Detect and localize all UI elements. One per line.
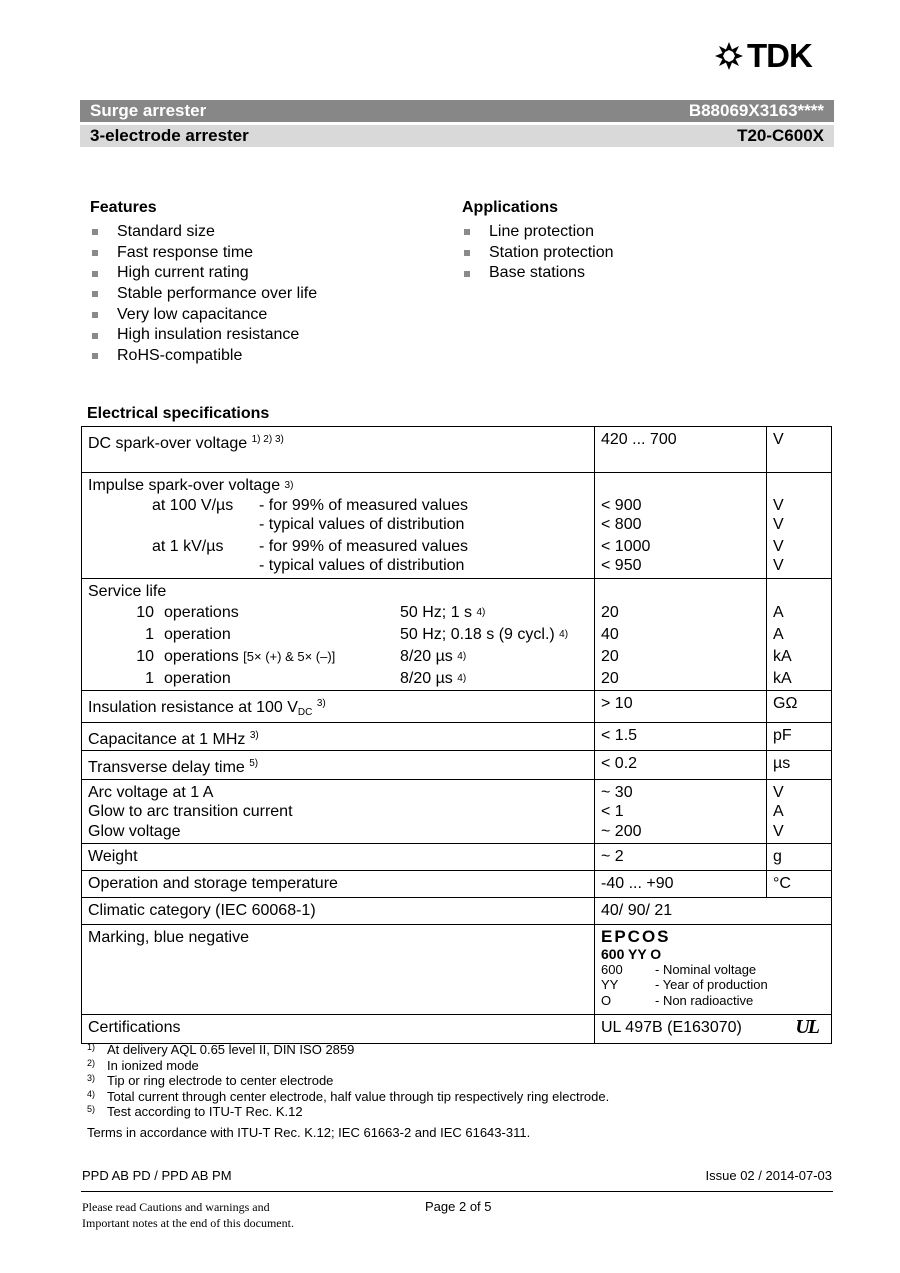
- table-row: DC spark-over voltage $^{1) 2) 3)}$ 420 ... 700 V: [82, 427, 832, 473]
- list-item: RoHS-compatible: [90, 346, 317, 367]
- list-item: Station protection: [462, 243, 614, 264]
- bullet-icon: [464, 250, 470, 256]
- tdk-emblem-icon: [714, 41, 744, 71]
- list-item: Base stations: [462, 263, 614, 284]
- list-item: Stable performance over life: [90, 284, 317, 305]
- product-bar: [80, 100, 834, 122]
- table-row: Weight ~ 2 g: [82, 843, 832, 870]
- bullet-icon: [464, 229, 470, 235]
- part-number: B88069X3163****: [688, 101, 824, 120]
- tdk-logo: [714, 37, 812, 74]
- features-list: [90, 222, 317, 367]
- bullet-icon: [92, 291, 98, 297]
- footer-divider: [81, 1191, 833, 1192]
- marking-legend-row: 600 - Nominal voltage: [601, 961, 757, 977]
- list-item: Fast response time: [90, 243, 317, 264]
- applications-title: Applications: [462, 199, 559, 216]
- applications-list: [462, 222, 614, 284]
- footnotes: [87, 1042, 609, 1120]
- logo-text: TDK: [747, 37, 812, 74]
- list-item: High insulation resistance: [90, 325, 317, 346]
- list-item: Very low capacitance: [90, 305, 317, 326]
- table-row: Capacitance at 1 MHz $^{3)}$ < 1.5 pF: [82, 723, 832, 751]
- table-row: Transverse delay time $^{5)}$ < 0.2 µs: [82, 750, 832, 779]
- product-type: T20-C600X: [737, 126, 824, 145]
- table-row: Service life 10 operations 50 Hz; 1 s 4) 1 operation 50 Hz; 0.18 s (9 cycl.) 4) 10 operations [5× (+) & 5× (–)] 8/20 µs 4) 1 operation 8/20 µs 4) 20 40 20 20 A A kA kA: [82, 579, 832, 691]
- list-item: Standard size: [90, 222, 317, 243]
- footnote: 3) Tip or ring electrode to center electrode: [87, 1073, 334, 1088]
- bullet-icon: [92, 353, 98, 359]
- marking-code: 600 YY O: [601, 945, 662, 962]
- bullet-icon: [464, 271, 470, 277]
- bullet-icon: [92, 333, 98, 339]
- footer-department: PPD AB PD / PPD AB PM: [82, 1168, 232, 1183]
- table-row: Insulation resistance at 100 $V_{DC}$ $^{3)}$ > 10 GΩ: [82, 690, 832, 723]
- table-row: Climatic category (IEC 60068-1) 40/ 90/ 21: [82, 897, 832, 924]
- subtitle-bar: [80, 125, 834, 147]
- footer-issue: Issue 02 / 2014-07-03: [705, 1168, 832, 1183]
- bullet-icon: [92, 312, 98, 318]
- marking-legend-row: O - Non radioactive: [601, 992, 754, 1008]
- footnote: 4) Total current through center electrode, half value through tip respectively ring electrode.: [87, 1088, 610, 1104]
- product-name: Surge arrester: [90, 101, 207, 120]
- bullet-icon: [92, 229, 98, 235]
- terms-note: Terms in accordance with ITU-T Rec. K.12; IEC 61663-2 and IEC 61643-311.: [87, 1125, 531, 1140]
- page-number: Page 2 of 5: [425, 1199, 492, 1214]
- table-row: Impulse spark-over voltage 3) at 100 V/µs - for 99% of measured values - typical values of distribution at 1 kV/µs - for 99% of measured values - typical values of distribution < 900 < 800 < 1000 < 950 V V V V: [82, 473, 832, 579]
- table-row: Marking, blue negative EPCOS 600 YY O 600 - Nominal voltage YY - Year of production O - Non radioactive: [82, 924, 832, 1014]
- table-row: Operation and storage temperature -40 ... +90 °C: [82, 870, 832, 897]
- features-title: Features: [90, 199, 157, 216]
- bullet-icon: [92, 271, 98, 277]
- list-item: High current rating: [90, 263, 317, 284]
- product-subtitle: 3-electrode arrester: [90, 126, 249, 145]
- bullet-icon: [92, 250, 98, 256]
- certification-value: UL 497B (E163070): [601, 1018, 742, 1036]
- marking-legend-row: YY - Year of production: [601, 977, 768, 992]
- table-row: Arc voltage at 1 A Glow to arc transition current Glow voltage ~ 30 < 1 ~ 200 V A V: [82, 779, 832, 843]
- footnote: 2) In ionized mode: [87, 1057, 199, 1073]
- footnote: 1) At delivery AQL 0.65 level II, DIN ISO 2859: [87, 1042, 355, 1057]
- list-item: Line protection: [462, 222, 614, 243]
- footnote: 5) Test according to ITU-T Rec. K.12: [87, 1104, 303, 1119]
- electrical-title: Electrical specifications: [87, 405, 270, 422]
- footer-notice: Please read Cautions and warnings and Important notes at the end of this document.: [82, 1200, 294, 1230]
- table-row: Certifications UL 497B (E163070) UL: [82, 1014, 832, 1043]
- ul-mark-icon: UL: [795, 1015, 818, 1038]
- spec-table: [81, 426, 832, 1044]
- epcos-logo: EPCOS: [601, 926, 671, 946]
